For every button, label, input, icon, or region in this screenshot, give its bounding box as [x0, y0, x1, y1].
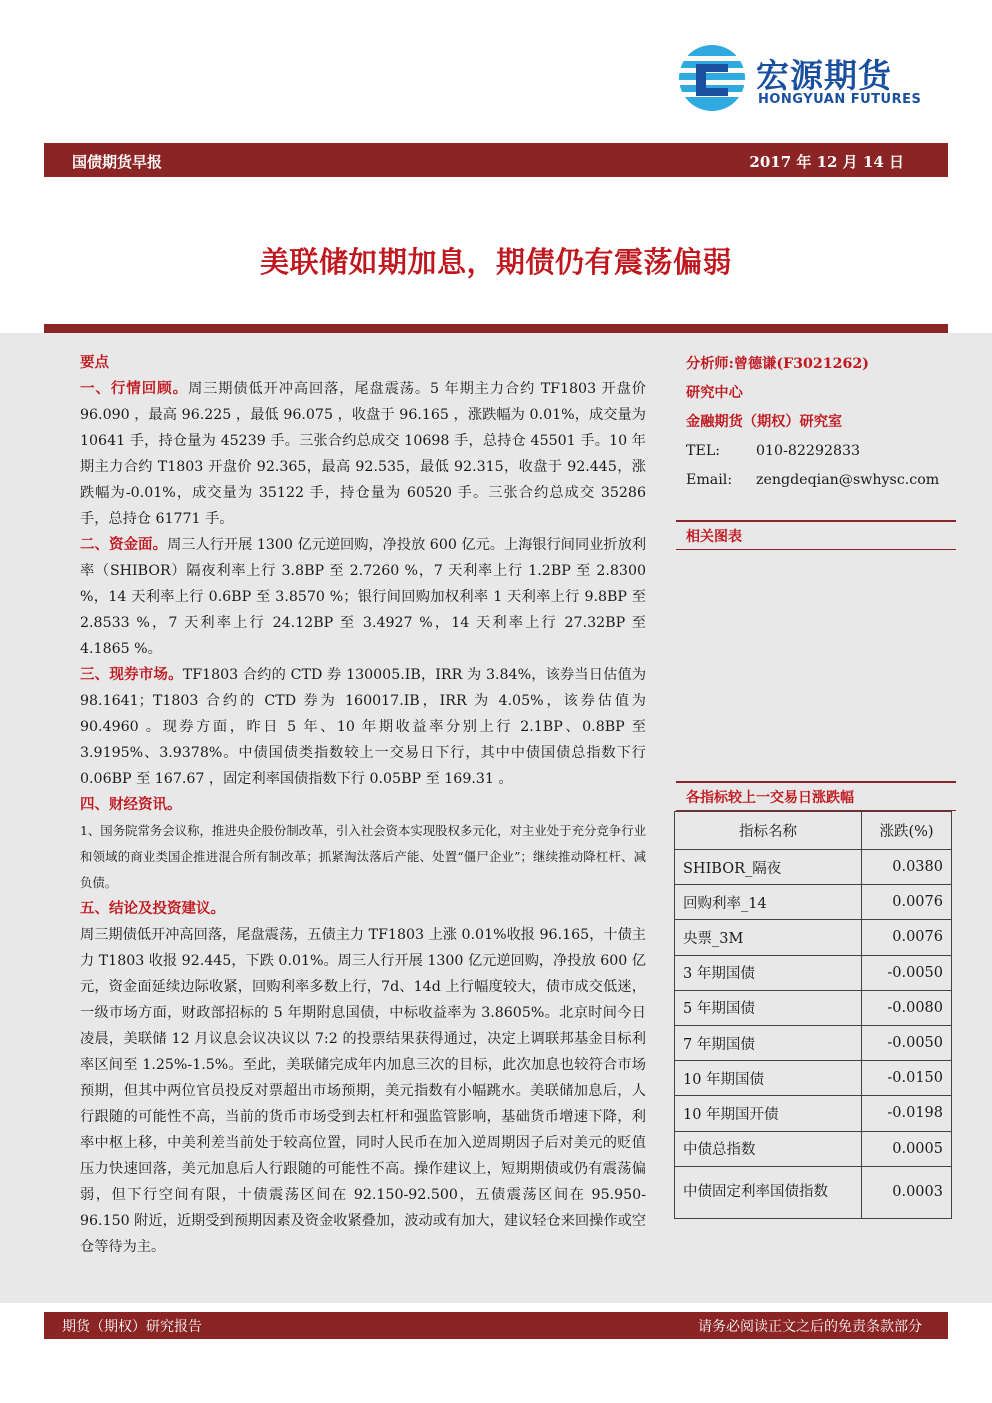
logo-english-name: HONGYUAN FUTURES — [758, 92, 922, 107]
report-date: 2017 年 12 月 14 日 — [749, 153, 904, 171]
footer-bar — [44, 1312, 948, 1339]
indicator-name: 中债固定利率国债指数 — [675, 1166, 862, 1218]
indicator-table — [674, 811, 952, 1219]
logo-chinese-name: 宏源期货 — [756, 56, 892, 95]
indicator-change: -0.0080 — [862, 990, 952, 1025]
section-text: TF1803 合约的 CTD 券 130005.IB，IRR 为 3.84%，该券当日估值为 98.1641；T1803 合约的 CTD 券为 160017.IB，IRR 为 4.05%，该券估值为 90.4960 。现券方面，昨日 5 年、10 年期收益率分别上行 2.1BP、0.8BP 至 3.9195%、3.9378%。中债国债类指数较上一交易日下行，其中中债国债总指数下行 0.06BP 至 167.67 ，固定利率国债指数下行 0.05BP 至 169.31 。 — [80, 667, 647, 787]
analyst-info — [686, 350, 948, 495]
section-heading: 一、行情回顾。 — [80, 381, 189, 397]
section-conclusion-heading: 五、结论及投资建议。 — [80, 901, 225, 917]
analyst-name: 分析师:曾德谦(F3021262) — [686, 356, 869, 372]
indicator-name: 7 年期国债 — [675, 1025, 862, 1060]
section-news-text: 1、国务院常务会议称，推进央企股份制改革，引入社会资本实现股权多元化，对主业处于充分竞争行业和领域的商业类国企推进混合所有制改革；抓紧淘汰落后产能、处置“僵尸企业”；继续推动降杠杆、减负债。 — [80, 823, 646, 890]
table-row — [675, 1131, 952, 1166]
section-conclusion-text: 周三期债低开冲高回落，尾盘震荡，五债主力 TF1803 上涨 0.01%收报 96.165，十债主力 T1803 收报 92.445，下跌 0.01%。周三人行开展 1300 亿元逆回购，净投放 600 亿元，资金面延续边际收紧，回购利率多数上行，7d、14d 上行幅度较大，债市成交低迷，一级市场方面，财政部招标的 5 年期附息国债，中标收益率为 3.8605%。北京时间今日凌晨，美联储 12 月议息会议决议以 7:2 的投票结果获得通过，决定上调联邦基金目标利率区间至 1.25%-1.5%。至此，美联储完成年内加息三次的目标，此次加息也较符合市场预期，但其中两位官员投反对票超出市场预期，美元指数有小幅跳水。美联储加息后，人行跟随的可能性不高，当前的货币市场受到去杠杆和强监管影响，基础货币增速下降，利率中枢上移，中美利差当前处于较高位置，同时人民币在加入逆周期因子后对美元的贬值压力快速回落，美元加息后人行跟随的可能性不高。操作建议上，短期期债或仍有震荡偏弱，但下行空间有限，十债震荡区间在 92.150-92.500，五债震荡区间在 95.950-96.150 附近，近期受到预期因素及资金收紧叠加，波动或有加大，建议轻仓来回操作或空仓等待为主。 — [80, 927, 646, 1255]
indicator-change: -0.0050 — [862, 1025, 952, 1060]
email-value: zengdeqian@swhysc.com — [756, 472, 940, 488]
indicator-name: 央票_3M — [675, 920, 862, 955]
indicator-change: -0.0150 — [862, 1061, 952, 1096]
hongyuan-logo-icon — [676, 42, 748, 114]
footer-report-label: 期货（期权）研究报告 — [62, 1319, 202, 1335]
report-type: 国债期货早报 — [72, 153, 163, 171]
title-divider — [44, 324, 948, 333]
indicator-name: 回购利率_14 — [675, 885, 862, 920]
main-content — [80, 350, 646, 1260]
table-row — [675, 1025, 952, 1060]
section-cash-bonds — [80, 662, 646, 792]
section-liquidity — [80, 532, 646, 662]
table-row — [675, 1061, 952, 1096]
table-row — [675, 955, 952, 990]
indicator-name: 10 年期国开债 — [675, 1096, 862, 1131]
indicator-name: SHIBOR_隔夜 — [675, 850, 862, 885]
indicator-change: 0.0003 — [862, 1166, 952, 1218]
tel-value: 010-82292833 — [756, 443, 861, 459]
indicator-change: 0.0076 — [862, 885, 952, 920]
report-title: 美联储如期加息，期债仍有震荡偏弱 — [259, 245, 732, 279]
indicator-name: 3 年期国债 — [675, 955, 862, 990]
column-header: 涨跌(%) — [862, 812, 952, 850]
indicator-change: 0.0380 — [862, 850, 952, 885]
section-heading: 三、现券市场。 — [80, 667, 183, 683]
indicator-table-title: 各指标较上一交易日涨跌幅 — [686, 790, 854, 806]
table-row — [675, 920, 952, 955]
table-row — [675, 1096, 952, 1131]
column-header: 指标名称 — [675, 812, 862, 850]
footer-disclaimer: 请务必阅读正文之后的免责条款部分 — [698, 1319, 922, 1335]
report-header-bar — [44, 143, 948, 177]
telephone — [686, 437, 948, 466]
section-text: 周三人行开展 1300 亿元逆回购，净投放 600 亿元。上海银行间同业折放利率（SHIBOR）隔夜利率上行 3.8BP 至 2.7260 %，7 天利率上行 1.2BP 至 2.8300 %，14 天利率上行 0.6BP 至 3.8570 %；银行间回购加权利率 1 天利率上行 9.8BP 至 2.8533 %，7 天利率上行 24.12BP 至 3.4927 %，14 天利率上行 27.32BP 至 4.1865 %。 — [80, 537, 647, 657]
email — [686, 466, 948, 495]
indicator-name: 5 年期国债 — [675, 990, 862, 1025]
indicator-change: 0.0076 — [862, 920, 952, 955]
section-heading: 二、资金面。 — [80, 537, 168, 553]
table-row — [675, 885, 952, 920]
indicator-table-heading — [676, 781, 956, 811]
indicator-change: 0.0005 — [862, 1131, 952, 1166]
related-charts-heading — [676, 520, 956, 550]
section-news-heading: 四、财经资讯。 — [80, 797, 182, 813]
section-text: 周三期债低开冲高回落，尾盘震荡。5 年期主力合约 TF1803 开盘价 96.090 ，最高 96.225 ，最低 96.075 ，收盘于 96.165 ，涨跌幅为 0.01%，成交量为 10641 手，持仓量为 45239 手。三张合约总成交 10698 手，总持仓 45501 手。10 年期主力合约 T1803 开盘价 92.365，最高 92.535，最低 92.315，收盘于 92.445，涨跌幅为-0.01%，成交量为 35122 手，持仓量为 60520 手。三张合约总成交 35286 手，总持仓 61771 手。 — [80, 381, 646, 527]
key-points-heading: 要点 — [80, 355, 109, 371]
indicator-change: -0.0050 — [862, 955, 952, 990]
email-label: Email: — [686, 472, 733, 488]
tel-label: TEL: — [686, 443, 721, 459]
table-header-row — [675, 812, 952, 850]
related-charts-label: 相关图表 — [686, 529, 742, 545]
sub-department: 金融期货（期权）研究室 — [686, 414, 843, 430]
department: 研究中心 — [686, 385, 743, 401]
indicator-name: 中债总指数 — [675, 1131, 862, 1166]
company-logo — [676, 42, 926, 122]
table-row — [675, 850, 952, 885]
table-row — [675, 990, 952, 1025]
section-market-review — [80, 376, 646, 532]
table-row — [675, 1166, 952, 1218]
indicator-change: -0.0198 — [862, 1096, 952, 1131]
indicator-name: 10 年期国债 — [675, 1061, 862, 1096]
